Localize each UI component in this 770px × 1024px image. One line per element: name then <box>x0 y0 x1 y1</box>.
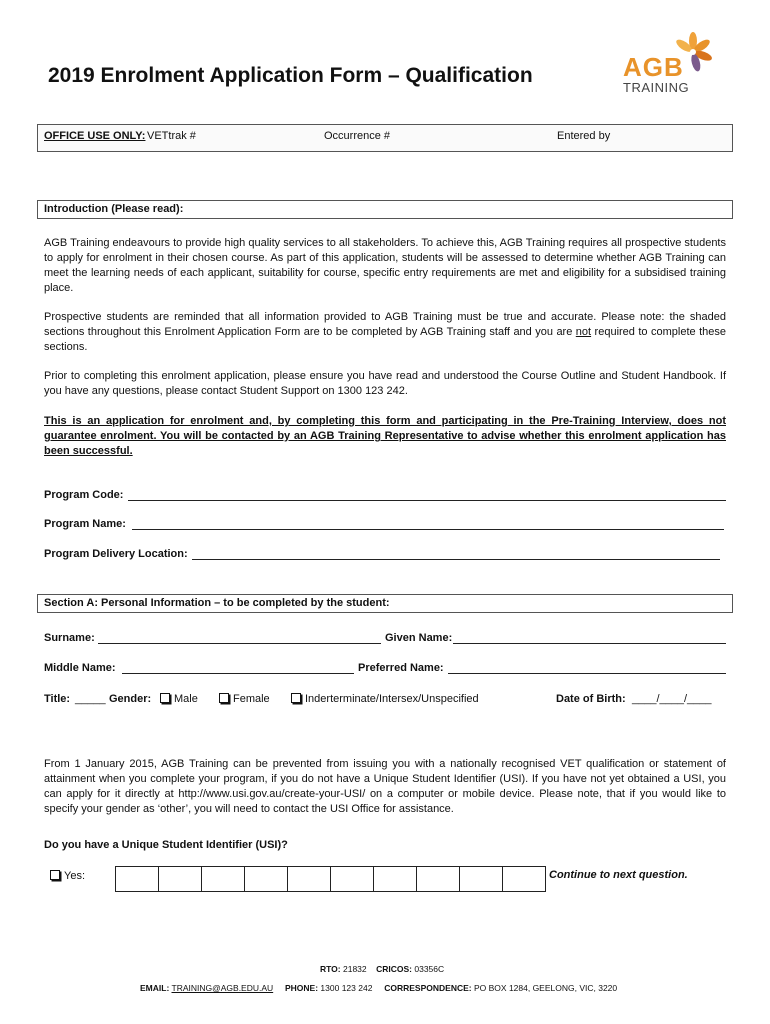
occurrence-label: Occurrence # <box>324 130 391 142</box>
email-link[interactable]: TRAINING@AGB.EDU.AU <box>171 983 274 993</box>
enrolment-disclaimer: This is an application for enrolment and, by completing this form and participating in the Pre-Training Interview, does not guarantee enrolment. You will be contacted by an AGB Training Representative to advise whether this enrolment application has been successful. <box>44 415 726 457</box>
gender-option-male[interactable]: Male <box>160 693 198 705</box>
usi-digit-box[interactable] <box>417 867 460 891</box>
office-use-box <box>37 124 733 152</box>
program-name-input[interactable] <box>132 529 724 530</box>
usi-digit-box[interactable] <box>331 867 374 891</box>
logo-subtext: TRAINING <box>623 80 690 95</box>
program-code-label: Program Code: <box>44 489 124 501</box>
checkbox-icon[interactable] <box>50 870 60 880</box>
gender-option-female[interactable]: Female <box>219 693 270 705</box>
usi-digit-box[interactable] <box>503 867 545 891</box>
entered-by-label: Entered by <box>557 130 611 142</box>
title-label: Title: <box>44 693 71 705</box>
footer-contact: EMAIL: TRAINING@AGB.EDU.AU PHONE: 1300 123 242 CORRESPONDENCE: PO BOX 1284, GEELONG, VIC, 3220 <box>140 983 618 993</box>
surname-input[interactable] <box>98 643 381 644</box>
gender-label: Gender: <box>109 693 152 705</box>
surname-label: Surname: <box>44 632 95 644</box>
usi-digit-box[interactable] <box>288 867 331 891</box>
title-input[interactable]: _____ <box>75 693 106 705</box>
middle-name-label: Middle Name: <box>44 662 116 674</box>
checkbox-icon[interactable] <box>291 693 301 703</box>
dob-input[interactable]: ____/____/____ <box>632 693 712 705</box>
footer-rto: RTO: 21832 CRICOS: 03356C <box>320 964 445 974</box>
intro-paragraph-2: Prospective students are reminded that all information provided to AGB Training must be true and accurate. Please note: the shaded sections throughout this Enrolment Application Form are to be completed by AGB Training staff and you are not required to complete these sections. <box>44 311 726 353</box>
vettrak-label: VETtrak # <box>147 130 196 142</box>
usi-yes-option[interactable]: Yes: <box>50 870 85 882</box>
intro-paragraph-3: Prior to completing this enrolment application, please ensure you have read and understood the Course Outline and Student Handbook. If you have any questions, please contact Student Support on 1300 123 242. <box>44 370 726 397</box>
usi-digit-box[interactable] <box>159 867 202 891</box>
intro-paragraph-1: AGB Training endeavours to provide high quality services to all stakeholders. To achieve this, AGB Training requires all prospective students to apply for enrolment in their chosen course. As part of this application, students will be assessed to determine whether AGB Training can meet the learning needs of each applicant, suitability for course, specific entry requirements are met and eligibility for a subsidised training place. <box>44 237 726 294</box>
preferred-name-input[interactable] <box>448 673 726 674</box>
program-code-input[interactable] <box>128 500 726 501</box>
usi-number-grid[interactable] <box>115 866 546 892</box>
usi-question: Do you have a Unique Student Identifier (USI)? <box>44 839 288 851</box>
gender-option-indeterminate[interactable]: Inderterminate/Intersex/Unspecified <box>291 693 479 705</box>
section-a-heading: Section A: Personal Information – to be completed by the student: <box>37 594 733 613</box>
given-name-label: Given Name: <box>385 632 453 644</box>
dob-label: Date of Birth: <box>556 693 626 705</box>
program-name-label: Program Name: <box>44 518 126 530</box>
usi-digit-box[interactable] <box>116 867 159 891</box>
introduction-heading: Introduction (Please read): <box>37 200 733 219</box>
program-location-label: Program Delivery Location: <box>44 548 188 560</box>
preferred-name-label: Preferred Name: <box>358 662 444 674</box>
checkbox-icon[interactable] <box>219 693 229 703</box>
middle-name-input[interactable] <box>122 673 354 674</box>
usi-digit-box[interactable] <box>374 867 417 891</box>
usi-digit-box[interactable] <box>460 867 503 891</box>
program-location-input[interactable] <box>192 559 720 560</box>
checkbox-icon[interactable] <box>160 693 170 703</box>
given-name-input[interactable] <box>453 643 726 644</box>
agb-training-logo <box>615 30 725 98</box>
usi-continue-note: Continue to next question. <box>549 869 688 881</box>
usi-info-paragraph: From 1 January 2015, AGB Training can be prevented from issuing you with a nationally recognised VET qualification or statement of attainment when you complete your program, if you do not have a Unique Student Identifier (USI). If you have not yet obtained a USI, you can apply for it directly at http://www.usi.gov.au/create-your-USI/ on a computer or mobile device. Please note, that if you would like to specify your gender as ‘other’, you will need to contact the USI Office for assistance. <box>44 758 726 815</box>
page-title: 2019 Enrolment Application Form – Qualification <box>48 64 533 87</box>
logo-text: AGB <box>623 52 684 82</box>
usi-digit-box[interactable] <box>245 867 288 891</box>
office-use-label: OFFICE USE ONLY: <box>44 130 146 142</box>
usi-digit-box[interactable] <box>202 867 245 891</box>
